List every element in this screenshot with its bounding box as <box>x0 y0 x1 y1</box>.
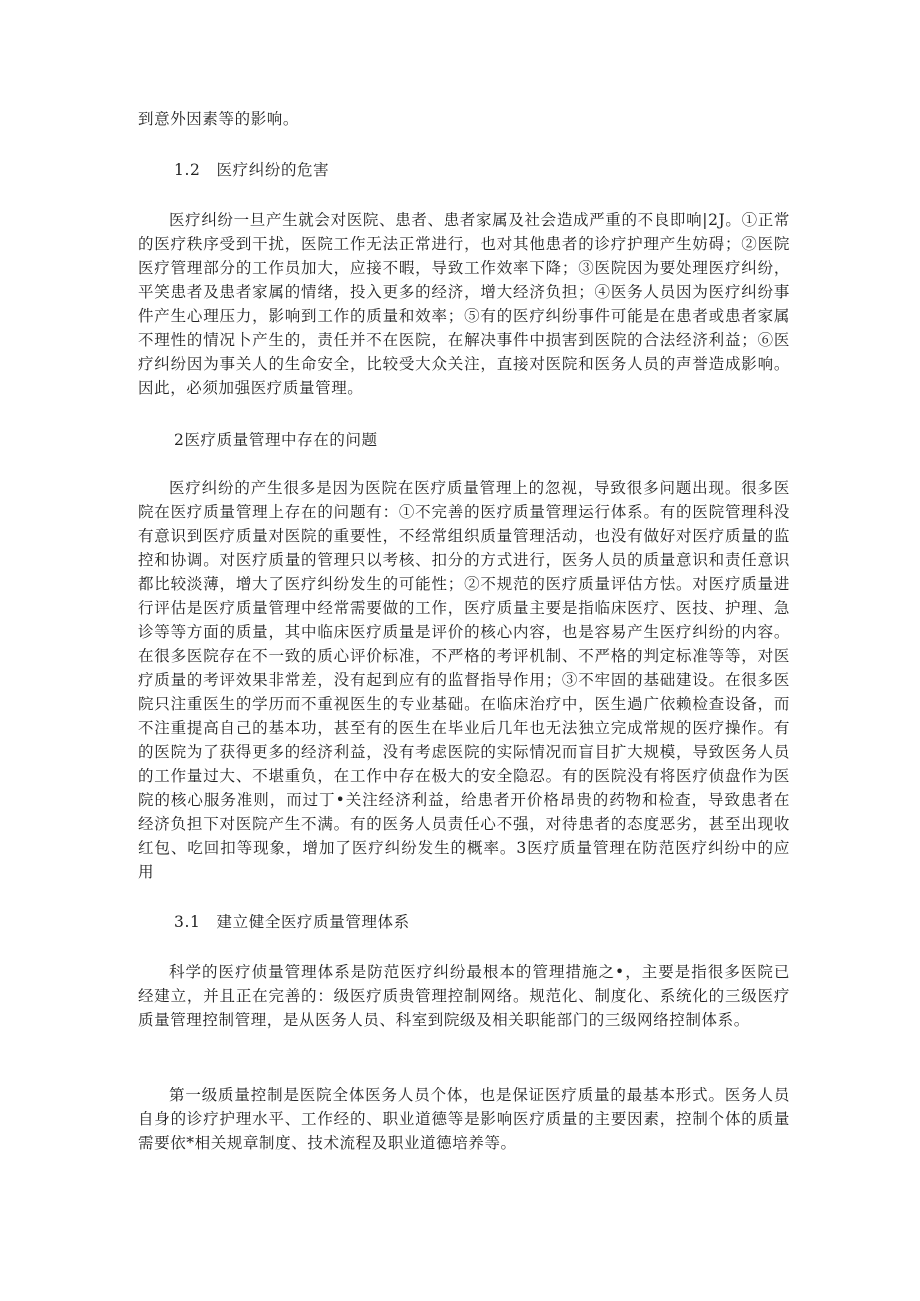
heading-3-1: 3.1 建立健全医疗质量管理体系 <box>174 913 410 931</box>
paragraph-problems: 医疗纠纷的产生很多是因为医院在医疗质量管理上的忽视，导致很多问题出现。很多医院在医疗质量管理上存在的问题有：①不完善的医疗质量管理运行体系。有的医院管理科没有意识到医疗质量对医院的重要性，不经常组织质量管理活动，也没有做好对医疗质量的监控和协调。对医疗质量的管理只以考核、扣分的方式进行，医务人员的质量意识和责任意识都比较淡薄，增大了医疗纠纷发生的可能性；②不规范的医疗质量评估方怯。对医疗质量进行评估是医疗质量管理中经常需要做的工作，医疗质量主要是指临床医疗、医技、护理、急诊等等方面的质量，其中临床医疗质量是评价的核心内容，也是容易产生医疗纠纷的内容。在很多医院存在不一致的质心评价标准，不严格的考评机制、不严格的判定标准等等，对医疗质量的考评效果非常差，没有起到应有的监督指导作用；③不牢固的基础建设。在很多医院只注重医生的学历而不重视医生的专业基础。在临床治疗中，医生過广依赖检查设备，而不注重提高自己的基本功，甚至有的医生在毕业后几年也无法独立完成常规的医疗操作。有的医院为了获得更多的经济利益，没有考虑医院的实际情况而盲目扩大规模，导致医务人员的工作量过大、不堪重负，在工作中存在极大的安全隐忍。有的医院没有将医疗侦盘作为医院的核心服务准则，而过丁•关注经济利益，给患者开价格昂贵的药物和检查，导致患者在经济负担下对医院产生不满。有的医务人员责任心不强，对待患者的态度恶劣，甚至出现收红包、吃回扣等现象，增加了医疗纠纷发生的概率。3医疗质量管理在防范医疗纠纷中的应用 <box>138 479 790 881</box>
section-heading-3-1 <box>138 910 790 934</box>
heading-1-2: 1.2 医疗纠纷的危害 <box>174 161 330 179</box>
carry-over-text <box>138 107 790 131</box>
section-system <box>138 960 790 1032</box>
paragraph-carry-over: 到意外因素等的影响。 <box>138 110 300 128</box>
section-problems <box>138 476 790 884</box>
heading-2: 2医疗质量管理中存在的问题 <box>174 431 378 449</box>
section-heading-2 <box>138 428 790 452</box>
section-level1 <box>138 1083 790 1155</box>
paragraph-level1: 第一级质量控制是医院全体医务人员个体，也是保证医疗质量的最基本形式。医务人员自身的诊疗护理水平、工作经的、职业道德等是影响医疗质量的主要因素，控制个体的质量需要依*相关规章制度、技术流程及职业道德培养等。 <box>138 1086 790 1152</box>
paragraph-harm: 医疗纠纷一旦产生就会对医院、患者、患者家属及社会造成严重的不良即响|2J。①正常的医疗秩序受到干扰，医院工作无法正常进行，也对其他患者的诊疗护理产生妨碍；②医院医疗管理部分的工作员加大，应接不暇，导致工作效率下降；③医院因为要处理医疗纠纷，平笑患者及患者家属的情绪，投入更多的经济，增大经济负担；④医务人员因为医疗纠纷事件产生心理压力，影响到工作的质量和效率；⑤有的医疗纠纷事件可能是在患者或患者家属不理性的情况卜产生的，责任并不在医院，在解决事件中损害到医院的合法经济利益；⑥医疗纠纷因为事关人的生命安全，比较受大众关注，直接对医院和医务人员的声誉造成影响。因此，必须加强医疗质量管理。 <box>138 211 790 397</box>
section-harm <box>138 208 790 400</box>
paragraph-system: 科学的医疗侦量管理体系是防范医疗纠纷最根本的管理措施之•，主要是指很多医院已经建立，并且正在完善的：级医疗质贵管理控制网络。规范化、制度化、系统化的三级医疗质量管理控制管理，是从医务人员、科室到院级及相关职能部门的三级网络控制体系。 <box>138 963 790 1029</box>
section-heading-1-2 <box>138 158 790 182</box>
